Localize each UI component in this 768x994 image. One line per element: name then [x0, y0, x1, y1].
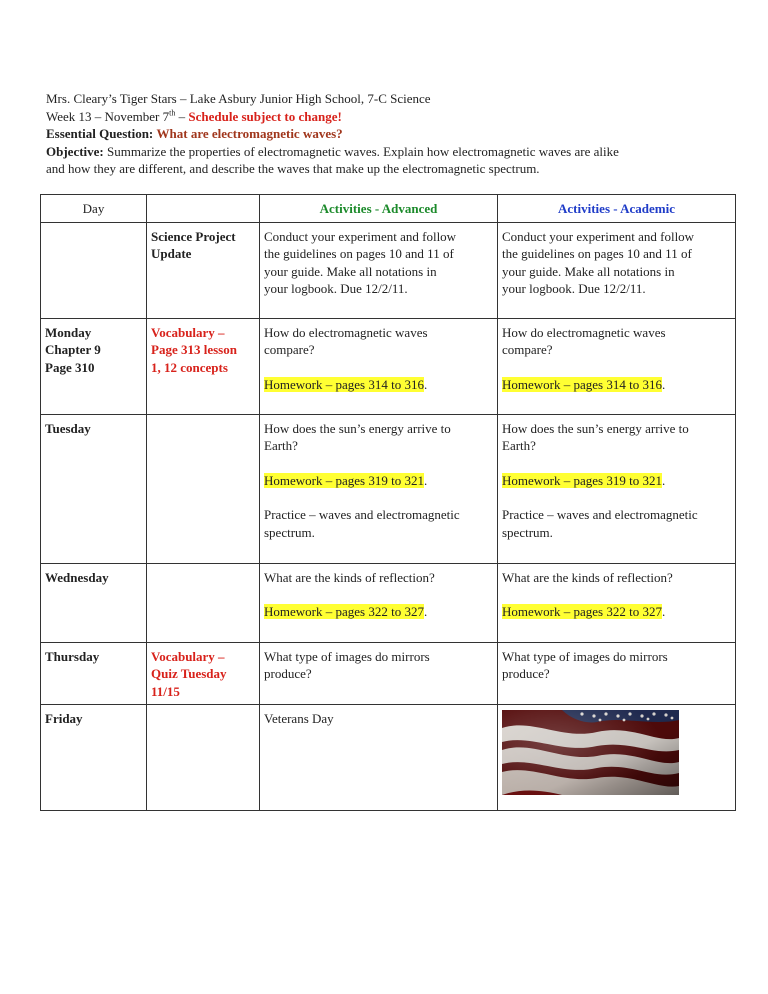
- table-row-friday: [41, 705, 736, 811]
- friday-advanced: Veterans Day: [260, 705, 498, 811]
- class-title: Mrs. Cleary’s Tiger Stars – Lake Asbury Junior High School, 7-C Science: [46, 91, 431, 106]
- thursday-advanced: What type of images do mirrors produce?: [260, 642, 498, 705]
- col-header-blank: [147, 195, 260, 223]
- project-advanced: Conduct your experiment and follow the guidelines on pages 10 and 11 of your guide. Make all notations in your logbook. Due 12/2/11.: [260, 222, 498, 318]
- day-tuesday: Tuesday: [41, 414, 147, 563]
- essential-question: Essential Question: What are electromagnetic waves?: [46, 126, 343, 141]
- cell-empty: [147, 414, 260, 563]
- day-wednesday: Wednesday: [41, 563, 147, 642]
- cell-empty: [147, 563, 260, 642]
- col-header-day: Day: [41, 195, 147, 223]
- header-row: [41, 195, 736, 223]
- wednesday-academic: What are the kinds of reflection? Homework – pages 322 to 327.: [498, 563, 736, 642]
- tuesday-advanced: How does the sun’s energy arrive to Earth? Homework – pages 319 to 321. Practice – waves and electromagnetic spectrum.: [260, 414, 498, 563]
- homework-highlight: Homework – pages 314 to 316: [502, 376, 662, 392]
- cell-empty: [147, 705, 260, 811]
- table-row-tuesday: [41, 414, 736, 563]
- document-header: [46, 90, 736, 178]
- homework-highlight: Homework – pages 319 to 321: [502, 472, 662, 488]
- objective: Objective: Summarize the properties of electromagnetic waves. Explain how electromagnetic waves are alike: [46, 143, 619, 159]
- friday-academic: [498, 705, 736, 811]
- day-thursday: Thursday: [41, 642, 147, 705]
- monday-advanced: How do electromagnetic waves compare? Homework – pages 314 to 316.: [260, 318, 498, 414]
- homework-highlight: Homework – pages 319 to 321: [264, 472, 424, 488]
- schedule-table: [40, 194, 736, 811]
- day-friday: Friday: [41, 705, 147, 811]
- project-academic: Conduct your experiment and follow the guidelines on pages 10 and 11 of your guide. Make all notations in your logbook. Due 12/2/11.: [498, 222, 736, 318]
- table-row-project: [41, 222, 736, 318]
- monday-academic: How do electromagnetic waves compare? Homework – pages 314 to 316.: [498, 318, 736, 414]
- thursday-academic: What type of images do mirrors produce?: [498, 642, 736, 705]
- col-header-advanced: Activities - Advanced: [260, 195, 498, 223]
- homework-highlight: Homework – pages 314 to 316: [264, 376, 424, 392]
- wednesday-advanced: What are the kinds of reflection? Homework – pages 322 to 327.: [260, 563, 498, 642]
- schedule-warning: Schedule subject to change!: [188, 108, 342, 124]
- table-row-monday: [41, 318, 736, 414]
- homework-highlight: Homework – pages 322 to 327: [502, 604, 662, 619]
- thursday-vocabulary-note: Vocabulary – Quiz Tuesday 11/15: [147, 642, 260, 705]
- project-label: Science Project Update: [147, 222, 260, 318]
- table-row-thursday: [41, 642, 736, 705]
- cell-empty: [41, 222, 147, 318]
- monday-vocabulary-note: Vocabulary – Page 313 lesson 1, 12 concepts: [147, 318, 260, 414]
- homework-highlight: Homework – pages 322 to 327: [264, 604, 424, 619]
- col-header-academic: Activities - Academic: [498, 195, 736, 223]
- week-line: Week 13 – November 7th – Schedule subject to change!: [46, 108, 342, 124]
- american-flag-image: [502, 710, 679, 795]
- tuesday-academic: How does the sun’s energy arrive to Earth? Homework – pages 319 to 321. Practice – waves and electromagnetic spectrum.: [498, 414, 736, 563]
- day-monday: Monday Chapter 9 Page 310: [41, 318, 147, 414]
- table-row-wednesday: [41, 563, 736, 642]
- objective-continued: and how they are different, and describe the waves that make up the electromagnetic spectrum.: [46, 161, 540, 176]
